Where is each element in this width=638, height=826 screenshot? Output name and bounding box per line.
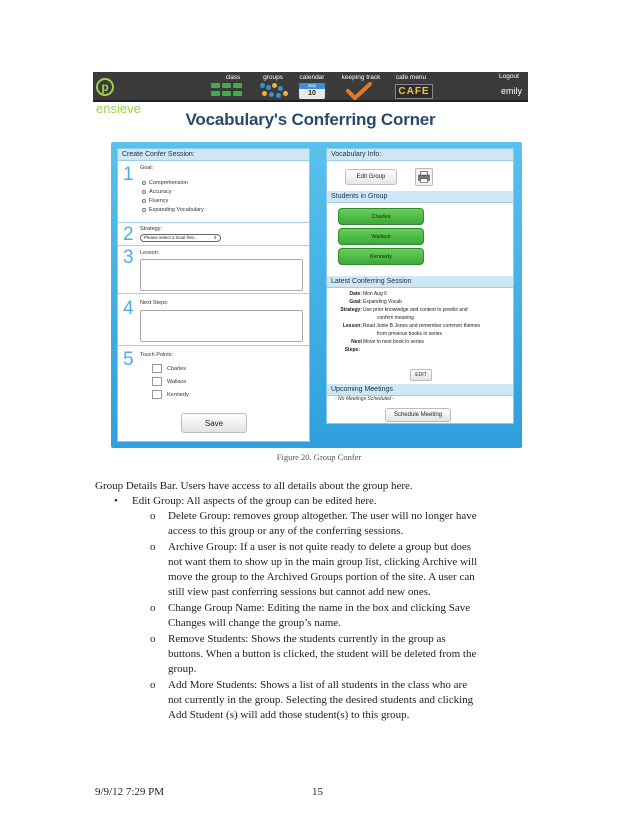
touch-label-kennedy: Kennedy xyxy=(167,392,189,398)
sub-line: access to this group or any of the conferring sessions. xyxy=(168,525,404,537)
calendar-icon[interactable]: Sep 10 xyxy=(299,83,325,99)
latest-lesson-cont: from previous books in series xyxy=(377,331,443,337)
intro-paragraph: Group Details Bar. Users have access to all details about the group here. xyxy=(95,480,413,492)
vocabulary-info-header: Vocabulary Info: xyxy=(327,149,513,161)
schedule-meeting-button[interactable]: Schedule Meeting xyxy=(385,408,451,422)
step-number: 1 xyxy=(123,164,134,185)
pensieve-logo: pensieve xyxy=(96,80,141,116)
latest-strategy-cont: confirm meaning xyxy=(377,315,414,321)
groups-icon[interactable] xyxy=(258,82,290,100)
strategy-step xyxy=(118,223,309,246)
goal-label: Goal: xyxy=(140,165,154,171)
sub-marker: o xyxy=(150,633,156,645)
sub-line: not want them to show up in the main group list, clicking Archive will xyxy=(168,556,478,568)
no-meetings-text: - No Meetings Scheduled - xyxy=(335,396,395,402)
step-number: 5 xyxy=(123,349,134,370)
latest-goal: Goal:Expanding Vocab xyxy=(349,299,402,305)
latest-next: NextMove to next book in series xyxy=(351,339,424,345)
class-icon[interactable] xyxy=(211,82,247,100)
student-button-charles[interactable]: Charles xyxy=(338,208,424,225)
sub-line: still view past conferring sessions but cannot add new ones. xyxy=(168,586,431,598)
vocabulary-info-panel xyxy=(326,148,514,424)
next-steps-step xyxy=(118,294,309,346)
goal-option-accuracy[interactable]: Accuracy xyxy=(142,189,172,195)
nav-keeping-track[interactable]: keeping track xyxy=(341,74,381,81)
sub-marker: o xyxy=(150,679,156,691)
touch-label-charles: Charles xyxy=(167,366,186,372)
sub-line: buttons. When a button is clicked, the student will be deleted from the xyxy=(168,648,477,660)
latest-date: Date:Mon Aug 6 xyxy=(349,291,387,297)
sub-line: Delete Group: removes group altogether. The user will no longer have xyxy=(168,510,477,522)
latest-lesson: Lesson:Read Junie B Jones and remember common themes xyxy=(342,323,481,329)
sub-marker: o xyxy=(150,510,156,522)
figure-caption: Figure 20. Group Confer xyxy=(276,452,362,462)
radio-icon xyxy=(142,199,146,203)
lesson-label: Lesson: xyxy=(140,250,160,256)
nav-groups[interactable]: groups xyxy=(263,74,283,81)
footer-date: 9/9/12 7:29 PM xyxy=(95,786,165,798)
step-number: 2 xyxy=(123,224,134,245)
sub-line: Changes will change the group’s name. xyxy=(168,617,341,629)
page-title: Vocabulary's Conferring Corner xyxy=(185,110,436,129)
touch-checkbox-charles[interactable] xyxy=(152,364,162,373)
sub-marker: o xyxy=(150,602,156,614)
touch-checkbox-kennedy[interactable] xyxy=(152,390,162,399)
printer-icon[interactable] xyxy=(415,168,433,186)
next-steps-textarea[interactable] xyxy=(140,310,303,342)
create-session-header: Create Confer Session: xyxy=(118,149,309,161)
top-nav-bar xyxy=(93,72,528,116)
cafe-icon[interactable]: CAFE xyxy=(395,84,433,99)
bullet-marker: • xyxy=(114,495,118,507)
sub-line: move the group to the Archived Groups portion of the site. A user can xyxy=(168,571,475,583)
touch-points-label: Touch Points: xyxy=(140,352,174,358)
latest-steps: Steps: xyxy=(344,347,360,353)
user-name: emily xyxy=(501,86,523,96)
students-header: Students in Group xyxy=(327,191,513,203)
conferring-container xyxy=(111,142,522,448)
latest-session-section xyxy=(327,276,513,353)
student-button-wallace[interactable]: Wallace xyxy=(338,228,424,245)
touch-points-step xyxy=(118,346,309,408)
radio-icon xyxy=(142,190,146,194)
touch-checkbox-wallace[interactable] xyxy=(152,377,162,386)
goal-option-fluency[interactable]: Fluency xyxy=(142,198,168,204)
sub-line: Add Student (s) will add those student(s) to this group. xyxy=(168,709,410,721)
latest-session-header: Latest Conferring Session xyxy=(327,276,513,288)
save-button[interactable]: Save xyxy=(181,413,247,433)
next-steps-label: Next Steps: xyxy=(140,300,169,306)
checkmark-icon[interactable] xyxy=(346,82,372,100)
lesson-step xyxy=(118,246,309,294)
upcoming-meetings-header: Upcoming Meetings xyxy=(327,384,513,396)
edit-session-button[interactable]: EDIT xyxy=(410,369,432,381)
upcoming-meetings-section xyxy=(327,384,513,396)
lesson-textarea[interactable] xyxy=(140,259,303,291)
sub-line: Change Group Name: Editing the name in the box and clicking Save xyxy=(168,602,471,614)
goal-option-comprehension[interactable]: Comprehension xyxy=(142,180,188,186)
logout-link[interactable]: Logout xyxy=(499,73,519,80)
step-number: 4 xyxy=(123,298,134,319)
strategy-label: Strategy: xyxy=(140,226,163,232)
page-number: 15 xyxy=(312,786,323,798)
sub-line: Remove Students: Shows the students currently in the group as xyxy=(168,633,446,645)
students-section xyxy=(327,191,513,260)
goal-option-expanding-vocabulary[interactable]: Expanding Vocabulary xyxy=(142,207,204,213)
app-screenshot xyxy=(93,72,528,450)
touch-label-wallace: Wallace xyxy=(167,379,187,385)
student-button-kennedy[interactable]: Kennedy xyxy=(338,248,424,265)
edit-group-button[interactable]: Edit Group xyxy=(345,169,397,185)
create-confer-session-panel xyxy=(117,148,310,442)
step-number: 3 xyxy=(123,247,134,268)
sub-line: not currently in the group. Selecting the desired students and clicking xyxy=(168,694,474,706)
sub-line: Add More Students: Shows a list of all students in the class who are xyxy=(168,679,468,691)
goal-step xyxy=(118,162,309,223)
sub-line: Archive Group: If a user is not quite ready to delete a group but does xyxy=(168,541,472,553)
radio-icon xyxy=(142,181,146,185)
strategy-select[interactable]: Please select a Goal first... ⇕ xyxy=(140,234,221,242)
sub-line: group. xyxy=(168,663,197,675)
radio-icon xyxy=(142,208,146,212)
sub-marker: o xyxy=(150,541,156,553)
nav-class[interactable]: class xyxy=(225,74,241,81)
select-arrows-icon: ⇕ xyxy=(213,235,217,240)
nav-calendar[interactable]: calendar xyxy=(299,74,325,81)
nav-cafe-menu[interactable]: cafe menu xyxy=(395,74,427,81)
edit-group-bullet: Edit Group: All aspects of the group can be edited here. xyxy=(132,495,377,507)
latest-strategy: Strategy:Use prior knowledge and context to predict and xyxy=(340,307,468,313)
